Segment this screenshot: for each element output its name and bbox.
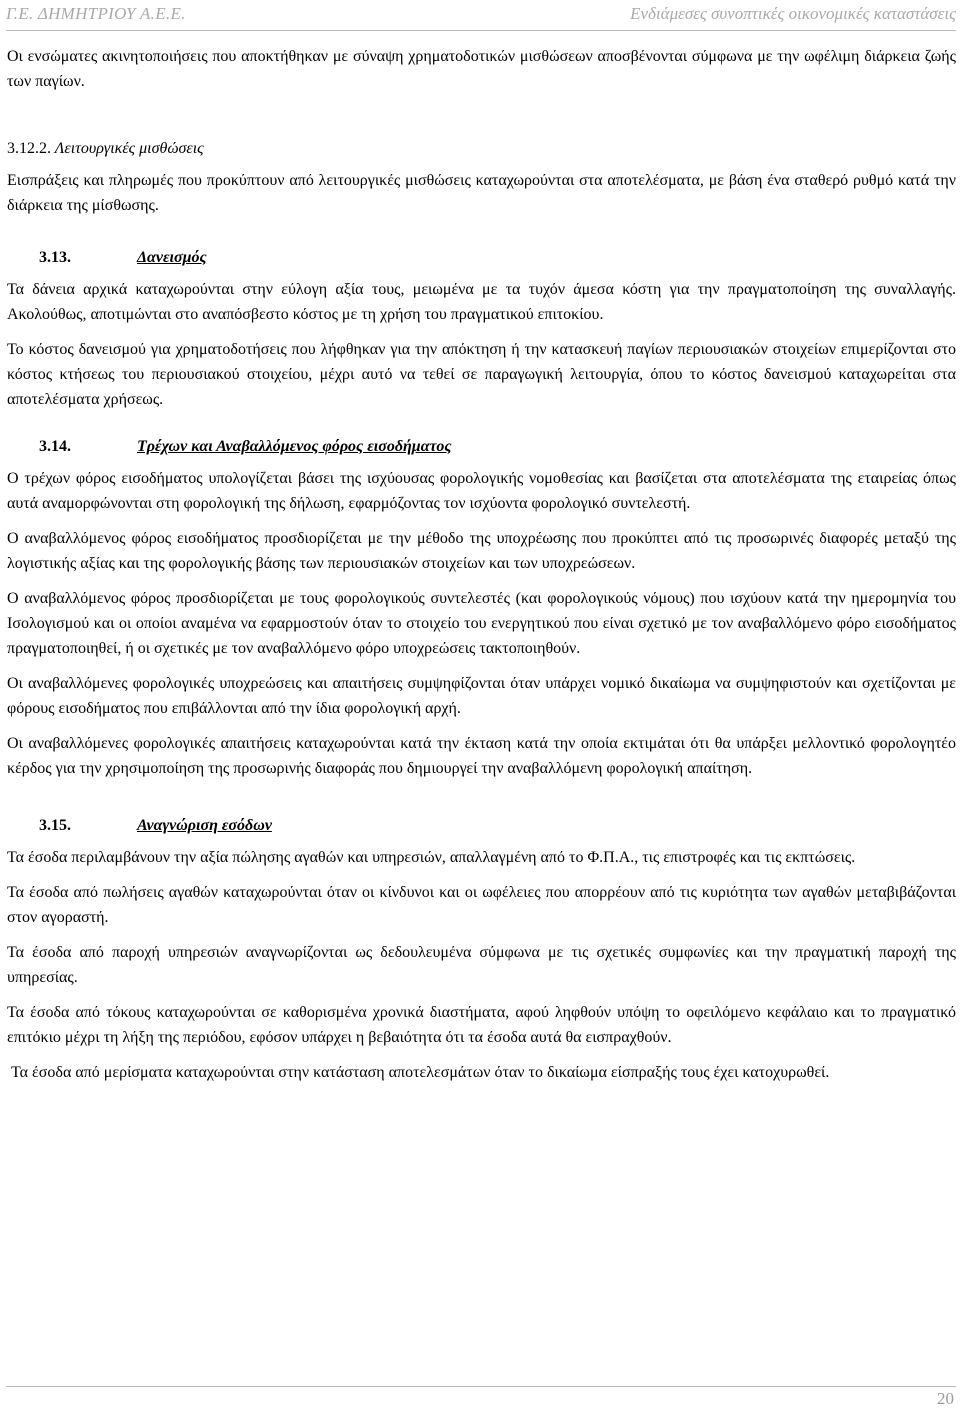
page-header <box>6 2 956 31</box>
paragraph: Το κόστος δανεισμού για χρηματοδοτήσεις που λήφθηκαν για την απόκτηση ή την κατασκευή παγίων περιουσιακών στοιχείων επιμερίζονται στο κόστος κτήσεως του περιουσιακού στοιχείου, μέχρι αυτό να τεθεί σε παραγωγική λειτουργία, όπου το κόστος δανεισμού καταχωρείται στα αποτελέσματα χρήσεως. <box>7 341 956 408</box>
paragraph: Ο αναβαλλόμενος φόρος προσδιορίζεται με τους φορολογικούς συντελεστές (και φορολογικούς νόμους) που ισχύουν κατά την ημερομηνία του Ισολογισμού και οι οποίοι αναμένα να εφαρμοστούν όταν το στοιχείο του ενεργητικού που είναι σχετικό με τον αναβαλλόμενο φόρο εισοδήματος πραγματοποιηθεί, ή οι σχετικές με τον αναβαλλόμενο φόρο υποχρεώσεις τακτοποιηθούν. <box>7 590 956 657</box>
page-number: 20 <box>937 1389 954 1408</box>
subsection-title: Λειτουργικές μισθώσεις <box>54 140 204 157</box>
intro-paragraph: Οι ενσώματες ακινητοποιήσεις που αποκτήθηκαν με σύναψη χρηματοδοτικών μισθώσεων αποσβένονται σύμφωνα με την ωφέλιμη διάρκεια ζωής των παγίων. <box>7 48 956 90</box>
section-3-15-heading <box>7 813 956 838</box>
section-number: 3.13. <box>39 249 71 266</box>
section-title: Δανεισμός <box>137 249 207 266</box>
paragraph: Ο αναβαλλόμενος φόρος εισοδήματος προσδιορίζεται με την μέθοδο της υποχρέωσης που προκύπτει από τις προσωρινές διαφορές μεταξύ της λογιστικής αξίας και της φορολογικής βάσης των περιουσιακών στοιχείων και των υποχρεώσεων. <box>7 530 956 572</box>
section-3-13-heading <box>7 245 956 270</box>
document-body <box>7 44 956 1085</box>
section-title: Αναγνώριση εσόδων <box>137 817 272 834</box>
company-name: Γ.Ε. ΔΗΜΗΤΡΙΟΥ Α.Ε.Ε. <box>6 4 186 23</box>
page-footer <box>6 1386 956 1408</box>
subsection-number: 3.12.2. <box>7 140 51 157</box>
paragraph: Τα έσοδα από τόκους καταχωρούνται σε καθορισμένα χρονικά διαστήματα, αφού ληφθούν υπόψη το οφειλόμενο κεφάλαιο και το πραγματικό επιτόκιο μέχρι τη λήξη της περιόδου, εφόσον υπάρχει η βεβαιότητα ότι τα έσοδα αυτά θα εισπραχθούν. <box>7 1004 956 1046</box>
paragraph: Οι αναβαλλόμενες φορολογικές υποχρεώσεις και απαιτήσεις συμψηφίζονται όταν υπάρχει νομικό δικαίωμα να συμψηφιστούν και σχετίζονται με φόρους εισοδήματος που επιβάλλονται από την ίδια φορολογική αρχή. <box>7 675 956 717</box>
paragraph: Τα έσοδα από μερίσματα καταχωρούνται στην κατάσταση αποτελεσμάτων όταν το δικαίωμα είσπραξής τους έχει κατοχυρωθεί. <box>7 1064 830 1081</box>
paragraph: Εισπράξεις και πληρωμές που προκύπτουν από λειτουργικές μισθώσεις καταχωρούνται στα αποτελέσματα, με βάση ένα σταθερό ρυθμό κατά την διάρκεια της μίσθωσης. <box>7 172 956 214</box>
paragraph: Τα έσοδα από παροχή υπηρεσιών αναγνωρίζονται ως δεδουλευμένα σύμφωνα με τις σχετικές συμφωνίες και την πραγματική παροχή της υπηρεσίας. <box>7 944 956 986</box>
subsection-3-12-2-heading <box>7 136 956 161</box>
report-title: Ενδιάμεσες συνοπτικές οικονομικές καταστάσεις <box>630 4 956 23</box>
section-number: 3.14. <box>39 438 71 455</box>
section-3-14-heading <box>7 434 956 459</box>
paragraph: Τα δάνεια αρχικά καταχωρούνται στην εύλογη αξία τους, μειωμένα με τα τυχόν άμεσα κόστη για την πραγματοποίηση της συναλλαγής. Ακολούθως, αποτιμώνται στο αναπόσβεστο κόστος με τη χρήση του πραγματικού επιτοκίου. <box>7 281 956 323</box>
paragraph: Οι αναβαλλόμενες φορολογικές απαιτήσεις καταχωρούνται κατά την έκταση κατά την οποία εκτιμάται ότι θα υπάρξει μελλοντικό φορολογητέο κέρδος για την χρησιμοποίηση της προσωρινής διαφοράς που δημιουργεί την αναβαλλόμενη φορολογική απαίτηση. <box>7 735 956 777</box>
paragraph: Τα έσοδα περιλαμβάνουν την αξία πώλησης αγαθών και υπηρεσιών, απαλλαγμένη από το Φ.Π.Α., τις επιστροφές και τις εκπτώσεις. <box>7 849 856 866</box>
section-number: 3.15. <box>39 817 71 834</box>
paragraph: Τα έσοδα από πωλήσεις αγαθών καταχωρούνται όταν οι κίνδυνοι και οι ωφέλειες που απορρέουν από τις κυριότητα των αγαθών μεταβιβάζονται στον αγοραστή. <box>7 884 956 926</box>
section-title: Τρέχων και Αναβαλλόμενος φόρος εισοδήματος <box>137 438 452 455</box>
paragraph: Ο τρέχων φόρος εισοδήματος υπολογίζεται βάσει της ισχύουσας φορολογικής νομοθεσίας και βασίζεται στα αποτελέσματα της εταιρείας όπως αυτά αναμορφώνονται στη φορολογική της δήλωση, εφαρμόζοντας τον ισχύοντα φορολογικό συντελεστή. <box>7 470 956 512</box>
